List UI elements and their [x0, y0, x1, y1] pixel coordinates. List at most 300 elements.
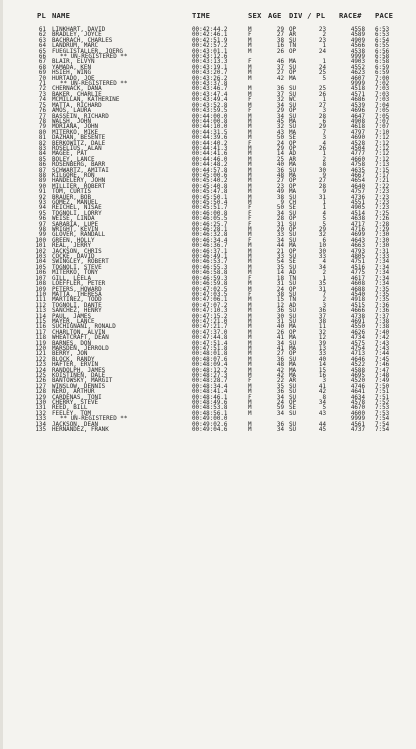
- division-cell: OP: [289, 400, 297, 407]
- time-cell: 00:43:01.1: [192, 48, 228, 55]
- time-cell: 00:47:21.0: [192, 318, 228, 325]
- sex-cell: M: [248, 102, 252, 109]
- time-cell: 00:47:21.7: [192, 324, 228, 331]
- runner-name-cell: BOLEY, LANCE: [52, 156, 95, 163]
- age-cell: 36: [276, 421, 284, 428]
- sex-cell: M: [248, 367, 252, 374]
- race-number-cell: 4550: [350, 324, 365, 331]
- age-cell: 27: [276, 70, 284, 77]
- age-cell: 40: [276, 324, 284, 331]
- place-cell: 120: [35, 345, 46, 352]
- time-cell: 00:45:51.7: [192, 205, 228, 212]
- place-cell: 80: [38, 129, 46, 136]
- race-number-cell: 4696: [350, 108, 365, 115]
- race-number-cell: 4551: [350, 200, 365, 206]
- pace-cell: 7:43: [375, 340, 390, 347]
- sex-cell: M: [248, 194, 252, 201]
- place-cell: 98: [38, 227, 46, 234]
- race-number-cell: 4695: [350, 373, 365, 379]
- place-cell: 128: [35, 389, 46, 396]
- place-cell: 129: [35, 394, 46, 401]
- pace-cell: 7:28: [375, 221, 390, 228]
- sex-cell: F: [248, 378, 252, 385]
- pace-cell: 6:55: [375, 43, 390, 50]
- division-cell: MA: [289, 335, 297, 342]
- division-place-cell: 5: [322, 221, 326, 228]
- division-cell: SU: [289, 86, 297, 93]
- place-cell: 105: [35, 264, 46, 271]
- place-cell: 131: [35, 405, 46, 412]
- race-number-cell: 4775: [350, 270, 365, 277]
- division-cell: TN: [289, 43, 297, 50]
- race-number-cell: 4667: [350, 172, 365, 179]
- pace-cell: 7:03: [375, 91, 390, 98]
- race-number-cell: 4626: [350, 329, 365, 336]
- place-cell: 108: [35, 281, 46, 288]
- age-cell: 20: [276, 227, 284, 234]
- runner-name-cell: WINSLOW, DENNIS: [52, 383, 106, 390]
- runner-name-cell: MITERKO, MIKE: [52, 129, 99, 136]
- runner-name-cell: BERRY, JON: [52, 351, 88, 358]
- place-cell: 74: [38, 97, 46, 104]
- race-number-cell: 4660: [350, 156, 365, 163]
- age-cell: 29: [276, 145, 284, 152]
- place-cell: 109: [35, 286, 46, 293]
- place-cell: 69: [38, 70, 46, 77]
- time-cell: 00:44:41.3: [192, 145, 228, 152]
- division-place-cell: 8: [322, 162, 326, 169]
- time-cell: 00:47:51.8: [192, 345, 228, 352]
- division-place-cell: 27: [318, 102, 326, 109]
- age-cell: 32: [276, 97, 284, 104]
- race-number-cell: 4777: [350, 151, 365, 158]
- place-cell: 134: [35, 421, 46, 428]
- place-cell: 132: [35, 410, 46, 417]
- runner-name-cell: LOEFFLER, PETER: [52, 281, 106, 288]
- place-cell: 91: [38, 189, 46, 196]
- time-cell: 00:46:25.7: [192, 221, 228, 228]
- division-place-cell: 14: [318, 362, 326, 369]
- runner-name-cell: CARDENAS, TONI: [52, 394, 102, 401]
- place-cell: 119: [35, 340, 46, 347]
- pace-cell: 6:58: [375, 54, 390, 61]
- sex-cell: M: [248, 270, 252, 277]
- pace-cell: 7:22: [375, 183, 390, 190]
- race-number-cell: 4909: [350, 37, 365, 44]
- division-cell: SU: [289, 427, 297, 434]
- pace-cell: 7:54: [375, 427, 390, 434]
- race-number-cell: 4540: [350, 291, 365, 298]
- division-place-cell: 12: [318, 335, 326, 342]
- division-cell: SE: [289, 205, 297, 212]
- division-cell: SU: [289, 167, 297, 174]
- runner-name-cell: ROSENBERG, BARR: [52, 162, 106, 169]
- division-place-cell: 1: [322, 200, 326, 206]
- division-cell: SU: [289, 389, 297, 396]
- runner-name-cell: BANTOWSKY, MARGIT: [52, 378, 113, 385]
- pace-cell: 7:54: [375, 421, 390, 428]
- header-race: RACE#: [339, 11, 362, 20]
- race-number-cell: 4608: [350, 281, 365, 288]
- place-cell: 113: [35, 308, 46, 315]
- time-cell: 00:43:13.3: [192, 59, 228, 66]
- pace-cell: 7:30: [375, 243, 390, 250]
- place-cell: 83: [38, 145, 46, 152]
- sex-cell: M: [248, 254, 252, 261]
- division-cell: SU: [289, 64, 297, 71]
- age-cell: 35: [276, 264, 284, 271]
- division-cell: OP: [289, 286, 297, 293]
- pace-cell: 7:12: [375, 140, 390, 147]
- age-cell: 29: [276, 108, 284, 115]
- division-place-cell: 32: [318, 232, 326, 239]
- race-number-cell: 4686: [350, 97, 365, 104]
- time-cell: 00:46:32.8: [192, 232, 228, 239]
- pace-cell: 7:00: [375, 75, 390, 82]
- race-number-cell: 4738: [350, 313, 365, 320]
- runner-name-cell: TOGNOLI, DANTE: [52, 302, 102, 309]
- time-cell: 00:46:00.8: [192, 210, 228, 217]
- age-cell: 50: [276, 205, 284, 212]
- time-cell: 00:46:58.8: [192, 270, 228, 277]
- pace-cell: 6:54: [375, 37, 390, 44]
- place-cell: 122: [35, 356, 46, 363]
- runner-name-cell: GREEN, HOLLY: [52, 237, 95, 244]
- time-cell: 00:46:28.1: [192, 227, 228, 234]
- division-place-cell: 35: [318, 281, 326, 288]
- age-cell: 50: [276, 135, 284, 142]
- sex-cell: M: [248, 405, 252, 412]
- place-cell: 85: [38, 156, 46, 163]
- division-cell: MA: [289, 129, 297, 136]
- division-cell: SU: [289, 264, 297, 271]
- division-place-cell: 1: [322, 43, 326, 50]
- place-cell: 78: [38, 118, 46, 125]
- place-cell: 66: [38, 54, 46, 61]
- pace-cell: 7:47: [375, 367, 390, 374]
- sex-cell: F: [248, 221, 252, 228]
- division-place-cell: 23: [318, 27, 326, 33]
- division-cell: AR: [289, 156, 297, 163]
- division-cell: SE: [289, 259, 297, 266]
- division-cell: SU: [289, 421, 297, 428]
- place-cell: 75: [38, 102, 46, 109]
- division-place-cell: 4: [322, 210, 326, 217]
- sex-cell: F: [248, 237, 252, 244]
- race-number-cell: 4736: [350, 194, 365, 201]
- pace-cell: 7:12: [375, 156, 390, 163]
- runner-name-cell: JACKSON, DEAN: [52, 421, 99, 428]
- race-number-cell: 4578: [350, 400, 365, 407]
- age-cell: 27: [276, 178, 284, 185]
- race-number-cell: 4514: [350, 210, 365, 217]
- age-cell: 34: [276, 410, 284, 417]
- runner-name-cell: HERNANDEZ, FRANK: [52, 427, 109, 434]
- division-place-cell: 6: [322, 118, 326, 125]
- age-cell: 41: [276, 335, 284, 342]
- age-cell: 48: [276, 172, 284, 179]
- sex-cell: F: [248, 108, 252, 115]
- sex-cell: F: [248, 291, 252, 298]
- time-cell: 00:42:57.2: [192, 43, 228, 50]
- division-place-cell: 44: [318, 421, 326, 428]
- division-cell: OP: [289, 216, 297, 223]
- division-cell: OP: [289, 351, 297, 358]
- sex-cell: M: [248, 383, 252, 390]
- place-cell: 77: [38, 113, 46, 120]
- race-number-cell: 4600: [350, 410, 365, 417]
- place-cell: 67: [38, 59, 46, 66]
- division-cell: CH: [289, 200, 297, 206]
- sex-cell: M: [248, 200, 252, 206]
- age-cell: 31: [276, 221, 284, 228]
- runner-name-cell: TOGNOLI, LORRY: [52, 210, 102, 217]
- place-cell: 102: [35, 248, 46, 255]
- pace-cell: 7:36: [375, 302, 390, 309]
- header-name: NAME: [52, 11, 71, 20]
- place-cell: 76: [38, 108, 46, 115]
- runner-name-cell: SWINGLEY, ROBERT: [52, 259, 109, 266]
- pace-cell: 7:03: [375, 86, 390, 93]
- race-number-cell: 9999: [350, 81, 365, 88]
- age-cell: 23: [276, 183, 284, 190]
- runner-name-cell: ** UN-REGISTERED **: [60, 416, 128, 423]
- sex-cell: M: [248, 373, 252, 379]
- division-place-cell: 37: [318, 313, 326, 320]
- age-cell: 36: [276, 389, 284, 396]
- place-cell: 61: [38, 27, 46, 33]
- race-number-cell: 4918: [350, 297, 365, 304]
- age-cell: 28: [276, 216, 284, 223]
- pace-cell: 7:51: [375, 389, 390, 396]
- age-cell: 42: [276, 373, 284, 379]
- time-cell: 00:44:40.2: [192, 140, 228, 147]
- age-cell: 34: [276, 102, 284, 109]
- header-div-pl: DIV / PL: [289, 11, 326, 20]
- time-cell: 00:44:00.8: [192, 118, 228, 125]
- age-cell: 25: [276, 156, 284, 163]
- sex-cell: M: [248, 362, 252, 369]
- age-cell: 34: [276, 113, 284, 120]
- division-place-cell: 25: [318, 70, 326, 77]
- division-place-cell: 24: [318, 48, 326, 55]
- race-number-cell: 4515: [350, 302, 365, 309]
- division-cell: MA: [289, 345, 297, 352]
- sex-cell: F: [248, 97, 252, 104]
- division-cell: SU: [289, 113, 297, 120]
- place-cell: 92: [38, 194, 46, 201]
- race-number-cell: 4903: [350, 59, 365, 66]
- age-cell: 34: [276, 340, 284, 347]
- race-number-cell: 4663: [350, 243, 365, 250]
- place-cell: 71: [38, 81, 46, 88]
- age-cell: 40: [276, 162, 284, 169]
- pace-cell: 6:53: [375, 27, 390, 33]
- division-cell: MA: [289, 59, 297, 66]
- sex-cell: F: [248, 216, 252, 223]
- age-cell: 38: [276, 37, 284, 44]
- race-number-cell: 4566: [350, 43, 365, 50]
- pace-cell: 7:23: [375, 205, 390, 212]
- sex-cell: M: [248, 302, 252, 309]
- race-number-cell: 4757: [350, 189, 365, 196]
- pace-cell: 7:30: [375, 232, 390, 239]
- division-place-cell: 31: [318, 286, 326, 293]
- header-time: TIME: [192, 11, 211, 20]
- sex-cell: M: [248, 86, 252, 93]
- place-cell: 86: [38, 162, 46, 169]
- division-cell: SU: [289, 221, 297, 228]
- division-place-cell: 1: [322, 275, 326, 282]
- race-number-cell: 4643: [350, 237, 365, 244]
- pace-cell: 7:33: [375, 254, 390, 261]
- sex-cell: M: [248, 48, 252, 55]
- header-pl: PL: [36, 11, 46, 20]
- age-cell: 21: [276, 248, 284, 255]
- pace-cell: 7:38: [375, 324, 390, 331]
- time-cell: 00:48:27.3: [192, 373, 228, 379]
- runner-name-cell: SARABIA, LUPE: [52, 221, 99, 228]
- runner-name-cell: PAUL, JAMES: [52, 313, 92, 320]
- race-number-cell: 4623: [350, 70, 365, 77]
- runner-name-cell: HSIEH, WING: [52, 70, 92, 77]
- sex-cell: M: [248, 162, 252, 169]
- pace-cell: 7:35: [375, 286, 390, 293]
- place-cell: 64: [38, 43, 46, 50]
- time-cell: 00:48:01.8: [192, 351, 228, 358]
- division-cell: MA: [289, 75, 297, 82]
- division-cell: SU: [289, 232, 297, 239]
- age-cell: 31: [276, 281, 284, 288]
- pace-cell: 7:45: [375, 356, 390, 363]
- runner-name-cell: ** UN-REGISTERED **: [60, 54, 128, 61]
- age-cell: 41: [276, 345, 284, 352]
- division-cell: MA: [289, 373, 297, 379]
- division-cell: OP: [289, 329, 297, 336]
- division-place-cell: 45: [318, 427, 326, 434]
- runner-name-cell: LANDRUM, MARC: [52, 43, 99, 50]
- race-number-cell: 4797: [350, 129, 365, 136]
- race-number-cell: 4589: [350, 32, 365, 39]
- runner-name-cell: PETERS, HOWARD: [52, 286, 102, 293]
- place-cell: 135: [35, 427, 46, 434]
- time-cell: 00:42:51.9: [192, 37, 228, 44]
- division-cell: MA: [289, 324, 297, 331]
- place-cell: 110: [35, 291, 46, 298]
- division-cell: SU: [289, 91, 297, 98]
- time-cell: 00:48:49.6: [192, 400, 228, 407]
- division-place-cell: 39: [318, 340, 326, 347]
- sex-cell: M: [248, 421, 252, 428]
- division-cell: OP: [289, 227, 297, 234]
- place-cell: 123: [35, 362, 46, 369]
- division-cell: TN: [289, 275, 297, 282]
- sex-cell: M: [248, 427, 252, 434]
- runner-name-cell: COCKE, DAVID: [52, 254, 95, 261]
- time-cell: 00:49:02.6: [192, 421, 228, 428]
- age-cell: 34: [276, 394, 284, 401]
- time-cell: 00:43:12.6: [192, 54, 228, 61]
- place-cell: 117: [35, 329, 46, 336]
- pace-cell: 7:12: [375, 135, 390, 142]
- division-place-cell: 9: [322, 172, 326, 179]
- sex-cell: M: [248, 37, 252, 44]
- pace-cell: 7:50: [375, 383, 390, 390]
- table-row: [0, 428, 416, 433]
- age-cell: 18: [276, 275, 284, 282]
- division-place-cell: 4: [322, 259, 326, 266]
- time-cell: 00:45:50.4: [192, 200, 228, 206]
- age-cell: 24: [276, 140, 284, 147]
- division-cell: SE: [289, 405, 297, 412]
- runner-name-cell: HURTADO, JOE: [52, 75, 95, 82]
- place-cell: 95: [38, 210, 46, 217]
- division-cell: SU: [289, 313, 297, 320]
- sex-cell: M: [248, 340, 252, 347]
- runner-name-cell: BLAIR, ELVYN: [52, 59, 95, 66]
- division-cell: SU: [289, 318, 297, 325]
- sex-cell: M: [248, 281, 252, 288]
- time-cell: 00:47:15.2: [192, 313, 228, 320]
- sex-cell: M: [248, 156, 252, 163]
- time-cell: 00:47:06.1: [192, 297, 228, 304]
- runner-name-cell: GOMEZ, MANUEL: [52, 200, 99, 206]
- time-cell: 00:45:40.8: [192, 183, 228, 190]
- place-cell: 103: [35, 254, 46, 261]
- place-cell: 84: [38, 151, 46, 158]
- division-place-cell: 5: [322, 216, 326, 223]
- race-number-cell: 4654: [350, 178, 365, 185]
- place-cell: 126: [35, 378, 46, 385]
- pace-cell: 7:38: [375, 318, 390, 325]
- runner-name-cell: FUEGLISTALLER, JOERG: [52, 48, 123, 55]
- age-cell: 26: [276, 48, 284, 55]
- place-cell: 68: [38, 64, 46, 71]
- age-cell: 24: [276, 400, 284, 407]
- age-cell: 34: [276, 237, 284, 244]
- sex-cell: M: [248, 91, 252, 98]
- division-place-cell: 2: [322, 32, 326, 39]
- runner-name-cell: TOGNOLI, STEVE: [52, 264, 102, 271]
- race-number-cell: 4516: [350, 264, 365, 271]
- sex-cell: M: [248, 345, 252, 352]
- race-number-cell: 4905: [350, 205, 365, 212]
- division-cell: SU: [289, 37, 297, 44]
- race-number-cell: 4716: [350, 227, 365, 234]
- division-place-cell: 42: [318, 389, 326, 396]
- time-cell: 00:47:51.4: [192, 340, 228, 347]
- pace-cell: 7:42: [375, 335, 390, 342]
- division-cell: MA: [289, 172, 297, 179]
- division-cell: SU: [289, 308, 297, 315]
- race-number-cell: 4647: [350, 113, 365, 120]
- pace-cell: 7:23: [375, 189, 390, 196]
- sex-cell: F: [248, 394, 252, 401]
- division-cell: OP: [289, 248, 297, 255]
- header-pace: PACE: [375, 11, 394, 20]
- runner-name-cell: BACHRACH, CHARLES: [52, 37, 113, 44]
- division-place-cell: 1: [322, 59, 326, 66]
- runner-name-cell: RANDOLPH, JAMES: [52, 367, 106, 374]
- time-cell: 00:43:52.8: [192, 102, 228, 109]
- place-cell: 118: [35, 335, 46, 342]
- division-place-cell: 4: [322, 140, 326, 147]
- division-cell: SU: [289, 102, 297, 109]
- age-cell: 30: [276, 313, 284, 320]
- results-table: [0, 28, 416, 433]
- division-place-cell: 30: [318, 167, 326, 174]
- pace-cell: 7:53: [375, 410, 390, 417]
